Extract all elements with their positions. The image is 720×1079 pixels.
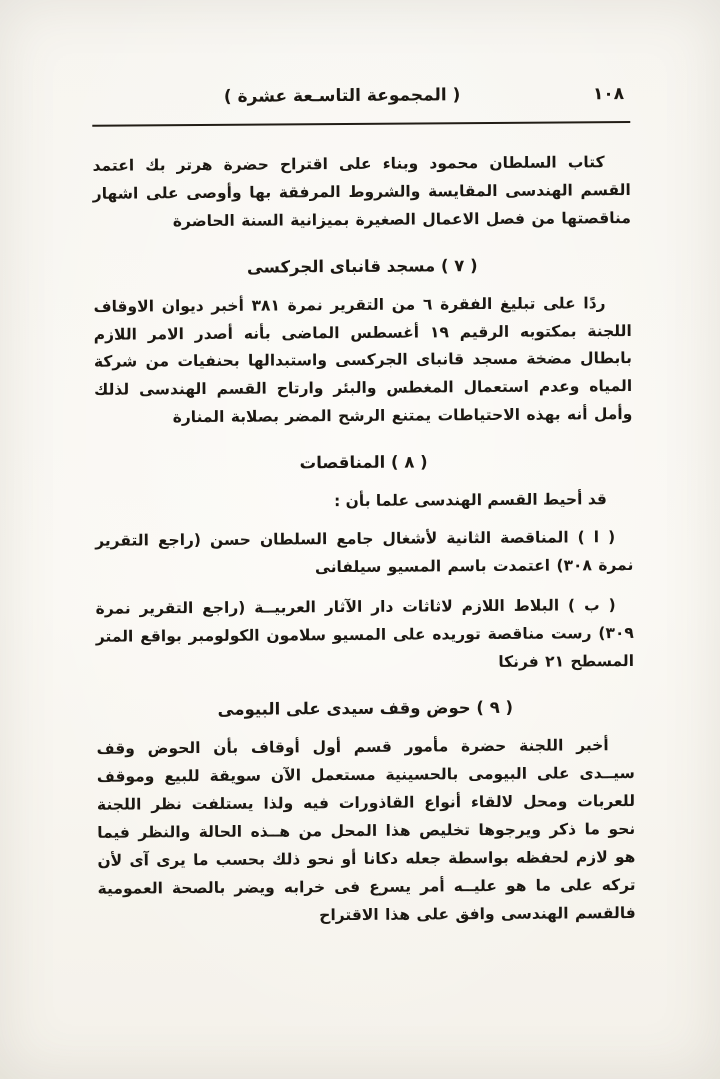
journal-title: ( المجموعة التاسـعة عشرة ) (223, 85, 461, 107)
page-number: ١٠٨ (592, 84, 625, 105)
page-content (92, 84, 636, 945)
section-8-lead: قد أحيط القسم الهندسى علما بأن : (333, 490, 607, 511)
page-header (92, 84, 630, 116)
section-8-item-b: ( ب ) البلاط اللازم لاثاثات دار الآثار العربيــة (راجع التقرير نمرة ٣٠٩) رست مناقصة توريده على المسيو سلامون الكولومبر بواقع المتر المسطح ٢١ فرنكا (95, 595, 635, 671)
section-8-item-a: ( ا ) المناقصة الثانية لأشغال جامع السلطان حسن (راجع التقرير نمرة ٣٠٨) اعتمدت باسم المسيو سيلفانى (95, 528, 634, 577)
intro-paragraph: كتاب السلطان محمود وبناء على اقتراح حضرة هرتر بك اعتمد القسم الهندسى المقايسة والشروط المرفقة بها وأوصى على اشهار مناقصتها من فصل الاعمال الصغيرة بميزانية السنة الحاضرة (92, 153, 631, 230)
section-9-heading: ( ٩ ) حوض وقف سيدى على البيومى (217, 698, 514, 720)
header-rule (92, 121, 630, 127)
section-9-paragraph: أخبر اللجنة حضرة مأمور قسم أول أوقاف بأن الحوض وقف سيــدى على البيومى بالحسينية مستعمل الآن سويقة للبيع وموقف للعربات ومحل لالقاء أنواع القاذورات فيه ولذا يستلفت نظر اللجنة نحو ما ذكر ويرجوها تخليص هذا المحل من هــذه الحالة والنظر فيما هو لازم لحفظه بواسطة جعله دكانا أو نحو ذلك بحسب ما يرى آى لأن تركه على ما هو عليــه أمر يسرع فى خرابه ويضر بالصحة العمومية فالقسم الهندسى وافق على هذا الاقتراح (96, 736, 636, 925)
section-7-paragraph: ردًا على تبليغ الفقرة ٦ من التقرير نمرة ٣٨١ أخبر ديوان الاوقاف اللجنة بمكتوبه الرقيم ١٩ أغسطس الماضى بأنه أصدر الامر اللازم بابطال مضخة مسجد قانباى الجركسى واستبدالها بحنفيات من شركة المياه وعدم استعمال المغطس والبئر وارتاح القسم الهندسى لذلك وأمل أنه بهذه الاحتياطات يمتنع الرشح المضر بصلابة المنارة (93, 293, 633, 427)
section-7-heading: ( ٧ ) مسجد قانباى الجركسى (246, 255, 478, 277)
section-8-heading: ( ٨ ) المناقصات (299, 452, 428, 473)
